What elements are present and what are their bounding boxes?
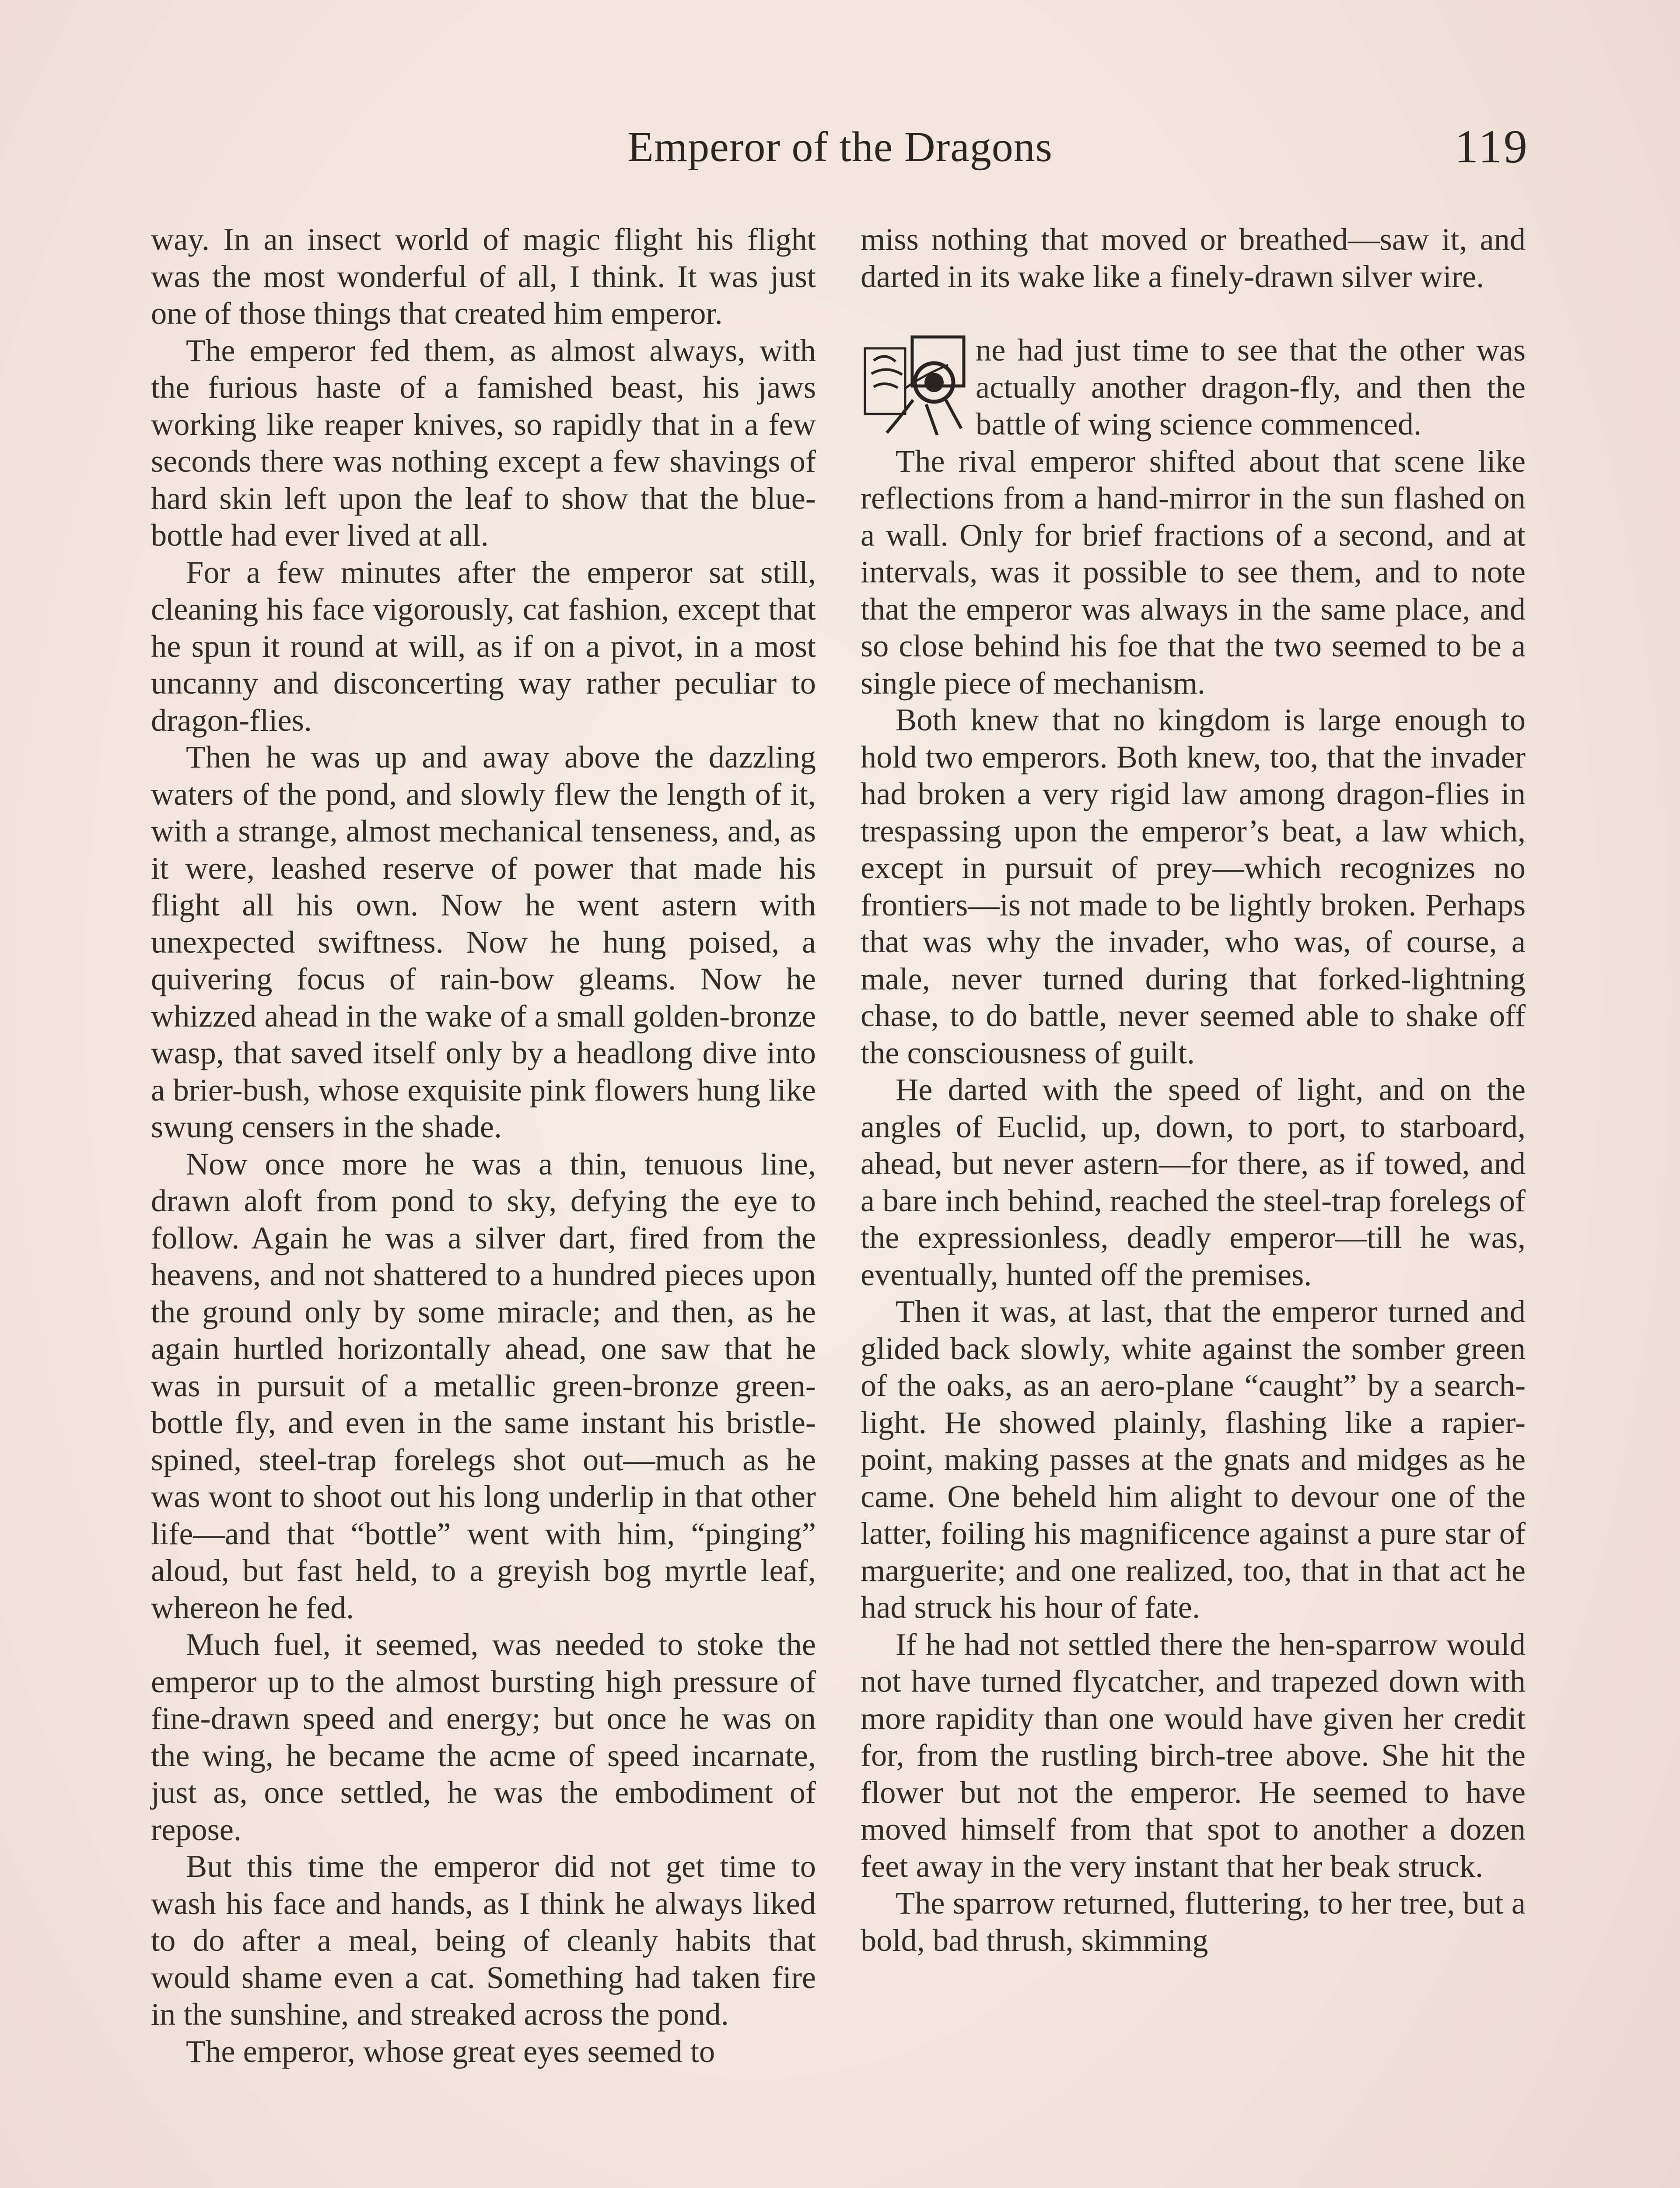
- paragraph: The emperor fed them, as almost always, with the furious haste of a famished beast, his jaws working like reaper knives, so rapidly that in a few seconds there was nothing except a few shavings of hard skin left upon the leaf to show that the blue-bottle had ever lived at all.: [151, 332, 816, 553]
- dropcap-paragraph-text: ne had just time to see that the other was actually another dragon-fly, and then the battle of wing science commenced.: [976, 332, 1526, 442]
- paragraph: Much fuel, it seemed, was needed to stoke the emperor up to the almost bursting high pressure of fine-drawn speed and energy; but once he was on the wing, he became the acme of speed incarnate, just as, once settled, he was the embodiment of repose.: [151, 1627, 816, 1847]
- dragonfly-dropcap-icon: [861, 334, 968, 439]
- paragraph: But this time the emperor did not get time to wash his face and hands, as I think he always liked to do after a meal, being of cleanly habits that would shame even a cat. Something had taken fire in the sunshine, and streaked across the pond.: [151, 1848, 816, 2032]
- page-number: 119: [1455, 121, 1529, 173]
- paragraph: Then it was, at last, that the emperor turned and glided back slowly, white against the somber green of the oaks, as an aero-plane “caught” by a search-light. He showed plainly, flashing like a rapier-point, making passes at the gnats and midges as he came. One beheld him alight to devour one of the latter, foiling his magnificence against a pure star of marguerite; and one realized, too, that in that act he had struck his hour of fate.: [861, 1294, 1526, 1625]
- paragraph: If he had not settled there the hen-sparrow would not have turned flycatcher, and trapezed down with more rapidity than one would have given her credit for, from the rustling birch-tree above. She hit the flower but not the emperor. He seemed to have moved himself from that spot to another a dozen feet away in the very instant that her beak struck.: [861, 1626, 1526, 1884]
- paragraph: Then he was up and away above the dazzling waters of the pond, and slowly flew the length of it, with a strange, almost mechanical tenseness, and, as it were, leashed reserve of power that made his flight all his own. Now he went astern with unexpected swiftness. Now he hung poised, a quivering focus of rain-bow gleams. Now he whizzed ahead in the wake of a small golden-bronze wasp, that saved itself only by a headlong dive into a brier-bush, whose exquisite pink flowers hung like swung censers in the shade.: [151, 739, 816, 1144]
- paragraph: way. In an insect world of magic flight his flight was the most wonderful of all, I think. It was just one of those things that created him emperor.: [151, 221, 816, 331]
- paragraph: miss nothing that moved or breathed—saw it, and darted in its wake like a finely-drawn silver wire.: [861, 221, 1526, 294]
- paragraph: The sparrow returned, fluttering, to her tree, but a bold, bad thrush, skimming: [861, 1885, 1526, 1958]
- paragraph: The emperor, whose great eyes seemed to: [186, 2033, 715, 2069]
- running-header: [0, 105, 1680, 193]
- paragraph: He darted with the speed of light, and on the angles of Euclid, up, down, to port, to starboard, ahead, but never astern—for there, as if towed, and a bare inch behind, reached the steel-trap forelegs of the expressionless, deadly emperor—till he was, eventually, hunted off the premises.: [861, 1072, 1526, 1292]
- running-title: Emperor of the Dragons: [627, 123, 1053, 171]
- dropcap-paragraph: [861, 332, 1526, 443]
- paragraph: The rival emperor shifted about that scene like reflections from a hand-mirror in the sun flashed on a wall. Only for brief fractions of a second, and at intervals, was it possible to see them, and to note that the emperor was always in the same place, and so close behind his foe that the two seemed to be a single piece of mechanism.: [861, 443, 1526, 701]
- dropcap-illustration: [861, 334, 968, 439]
- paragraph: Both knew that no kingdom is large enough to hold two emperors. Both knew, too, that the invader had broken a very rigid law among dragon-flies in trespassing upon the emperor’s beat, a law which, except in pursuit of prey—which recognizes no frontiers—is not made to be lightly broken. Perhaps that was why the invader, who was, of course, a male, never turned during that forked-lightning chase, to do battle, never seemed able to shake off the consciousness of guilt.: [861, 702, 1526, 1070]
- paragraph: For a few minutes after the emperor sat still, cleaning his face vigorously, cat fashion, except that he spun it round at will, as if on a pivot, in a most uncanny and disconcerting way rather peculiar to dragon-flies.: [151, 554, 816, 738]
- left-column: [151, 221, 816, 2070]
- right-column: [861, 221, 1526, 1959]
- paragraph: Now once more he was a thin, tenuous line, drawn aloft from pond to sky, defying the eye to follow. Again he was a silver dart, fired from the heavens, and not shattered to a hundred pieces upon the ground only by some miracle; and then, as he again hurtled horizontally ahead, one saw that he was in pursuit of a metallic green-bronze green-bottle fly, and even in the same instant his bristle-spined, steel-trap forelegs shot out—much as he was wont to shoot out his long underlip in that other life—and that “bottle” went with him, “pinging” aloud, but fast held, to a greyish bog myrtle leaf, whereon he fed.: [151, 1146, 816, 1625]
